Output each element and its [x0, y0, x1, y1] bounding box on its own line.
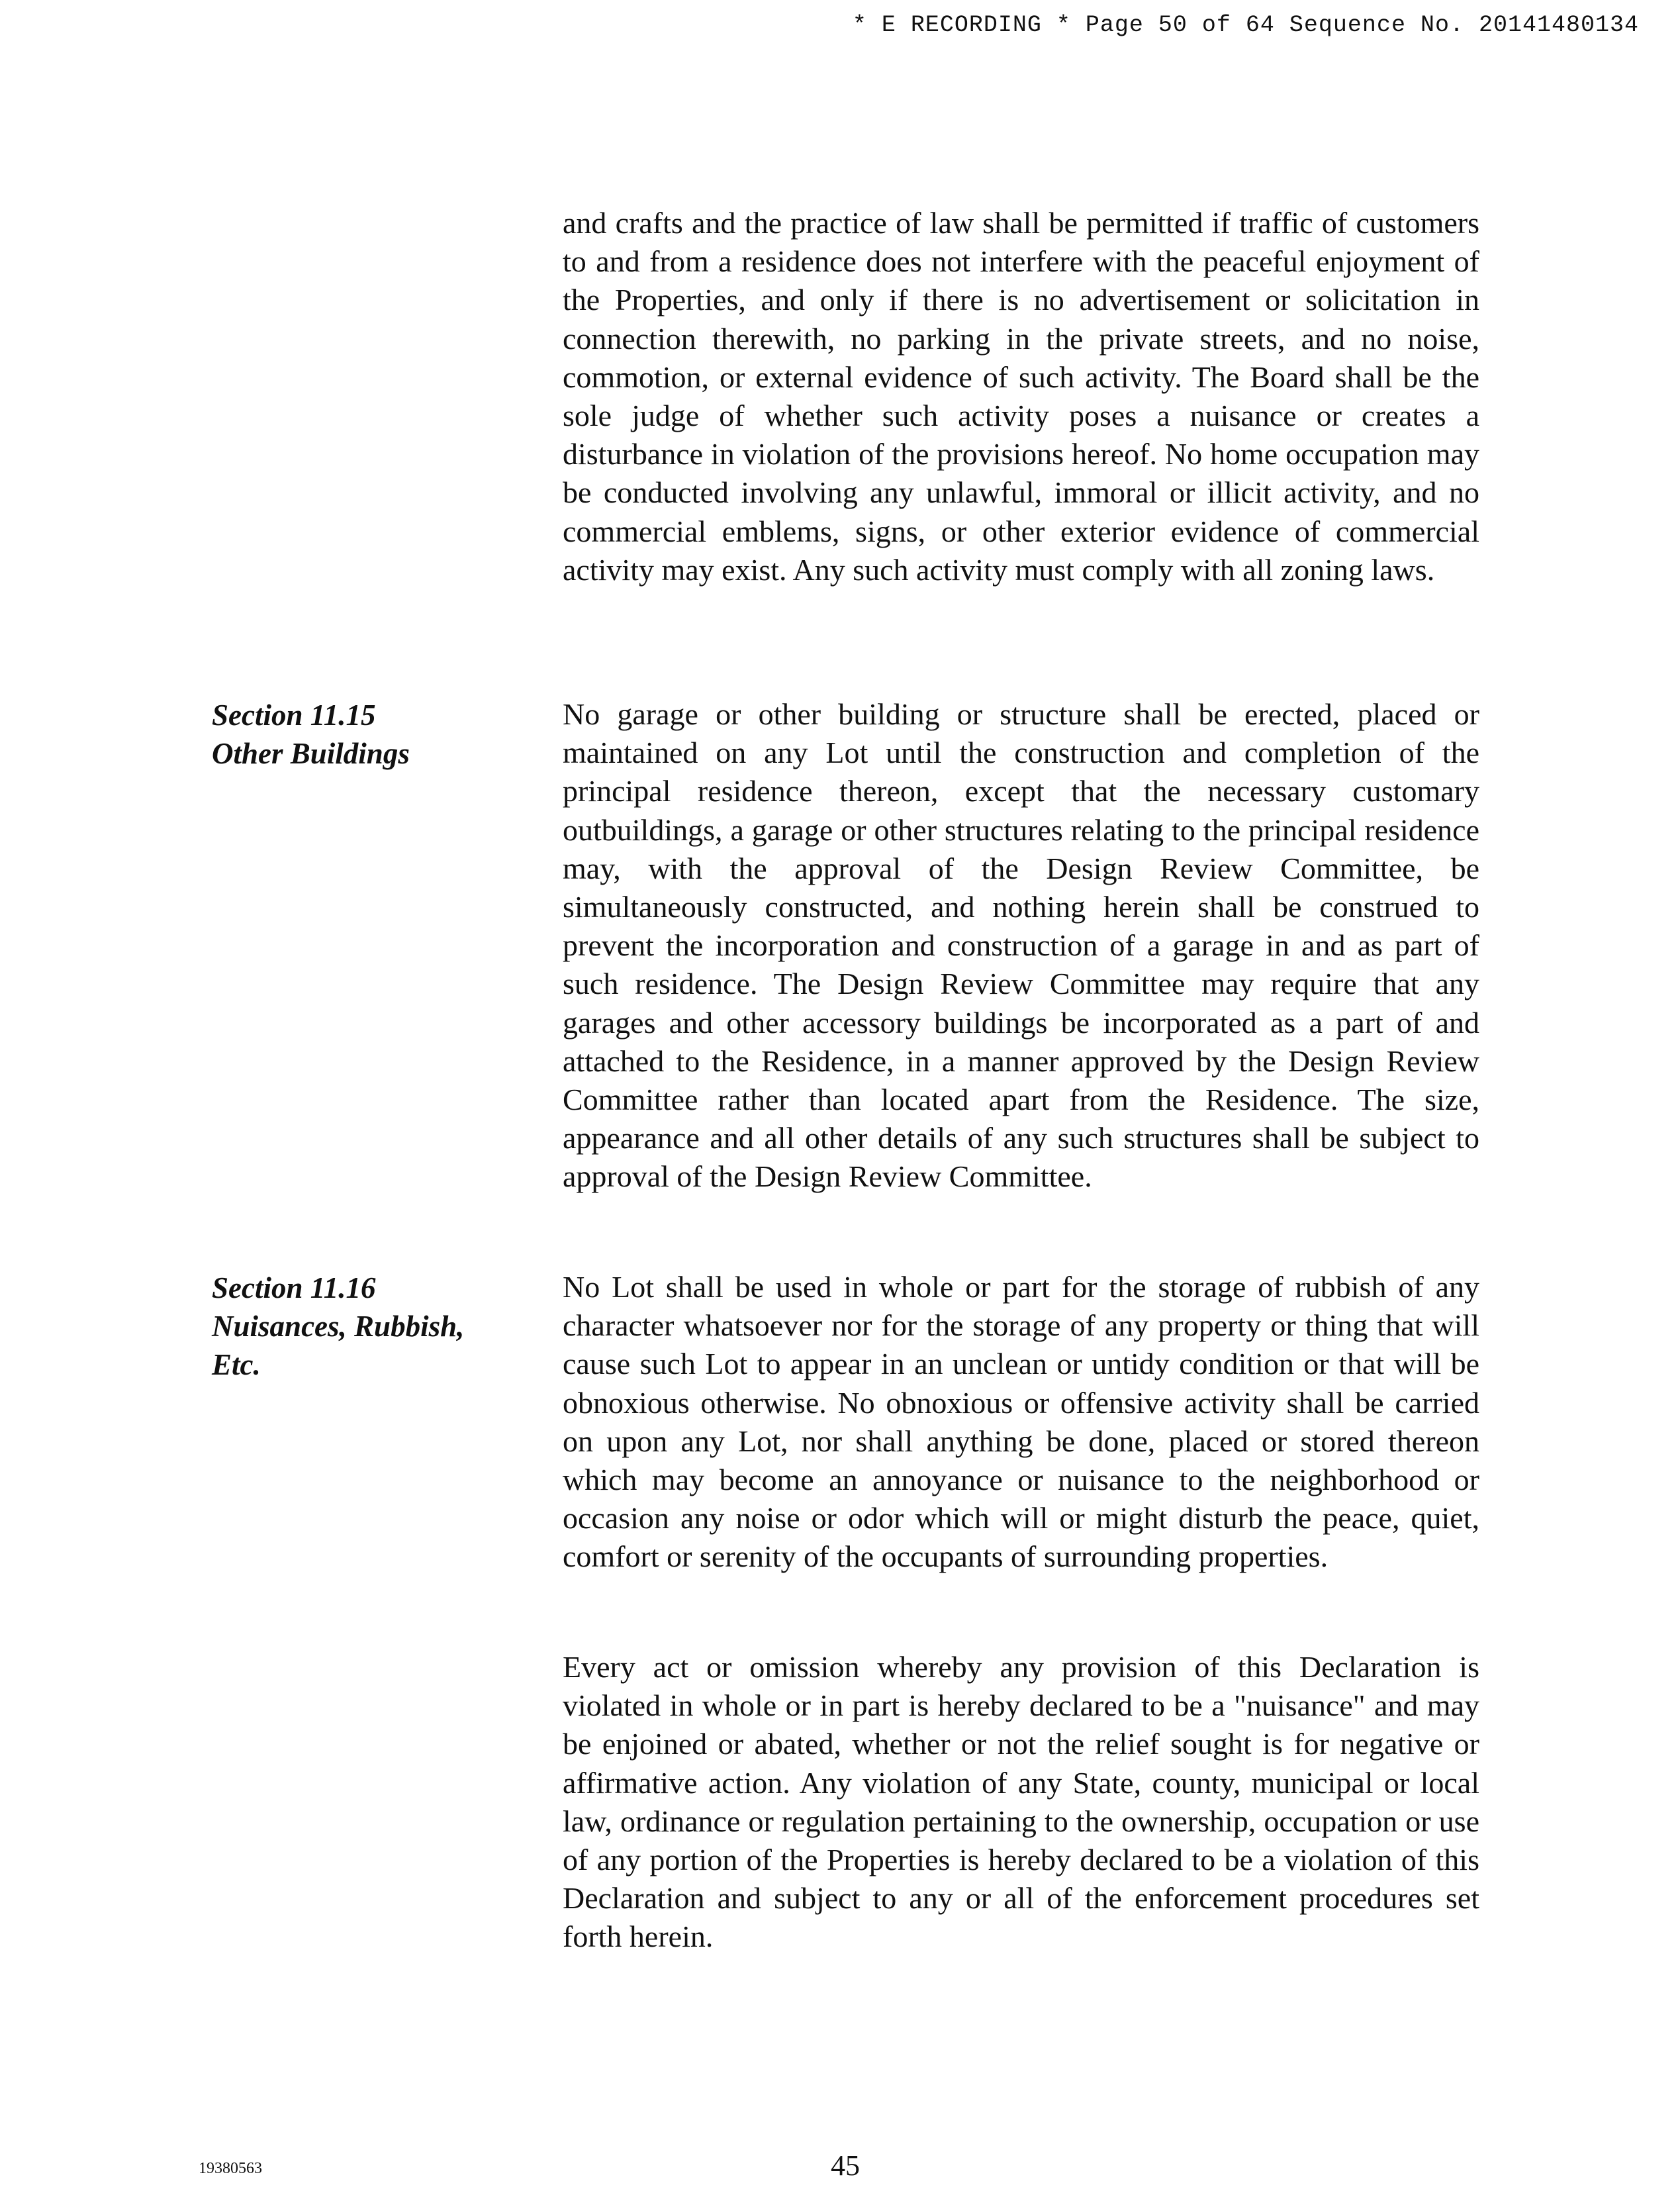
section-11-15-paragraph: No garage or other building or structure shall be erected, placed or maintained on any Lot until the construction and completion of the principal residence thereon, except that the necessary customary outbuildings, a garage or other structures relating to the principal residence may, with the approval of the Design Review Committee, be simultaneously constructed, and nothing herein shall be construed to prevent the incorporation and construction of a garage in and as part of such residence. The Design Review Committee may require that any garages and other accessory buildings be incorporated as a part of and attached to the Residence, in a manner approved by the Design Review Committee rather than located apart from the Residence. The size, appearance and all other details of any such structures shall be subject to approval of the Design Review Committee.	[563, 697, 1479, 1194]
section-title: Other Buildings	[212, 737, 410, 770]
page-number: 45	[831, 2149, 860, 2182]
section-11-16-paragraph-1: No Lot shall be used in whole or part for the storage of rubbish of any character whatsoever nor for the storage of any property or thing that will cause such Lot to appear in an unclean or untidy condition or that will be obnoxious otherwise. No obnoxious or offensive activity shall be carried on upon any Lot, nor shall anything be done, placed or stored thereon which may become an annoyance or nuisance to the neighborhood or occasion any noise or odor which will or might disturb the peace, quiet, comfort or serenity of the occupants of surrounding properties.	[563, 1270, 1479, 1574]
section-title: Nuisances, Rubbish,	[212, 1310, 465, 1343]
section-11-16-heading	[212, 1269, 543, 1384]
section-number: Section 11.15	[212, 699, 376, 732]
section-number: Section 11.16	[212, 1271, 376, 1304]
continuation-paragraph: and crafts and the practice of law shall be permitted if traffic of customers to and from a residence does not interfere with the peaceful enjoyment of the Properties, and only if there is no advertisement or solicitation in connection therewith, no parking in the private streets, and no noise, commotion, or external evidence of such activity. The Board shall be the sole judge of whether such activity poses a nuisance or creates a disturbance in violation of the provisions hereof. No home occupation may be conducted involving any unlawful, immoral or illicit activity, and no commercial emblems, signs, or other exterior evidence of commercial activity may exist. Any such activity must comply with all zoning laws.	[563, 206, 1479, 587]
section-11-16-paragraph-2: Every act or omission whereby any provision of this Declaration is violated in whole or in part is hereby declared to be a "nuisance" and may be enjoined or abated, whether or not the relief sought is for negative or affirmative action. Any violation of any State, county, municipal or local law, ordinance or regulation pertaining to the ownership, occupation or use of any portion of the Properties is hereby declared to be a violation of this Declaration and subject to any or all of the enforcement procedures set forth herein.	[563, 1650, 1479, 1954]
document-id: 19380563	[199, 2160, 262, 2177]
section-title-continued: Etc.	[212, 1348, 261, 1381]
section-11-15-heading	[212, 696, 543, 773]
recording-header: * E RECORDING * Page 50 of 64 Sequence No. 20141480134	[852, 12, 1639, 38]
